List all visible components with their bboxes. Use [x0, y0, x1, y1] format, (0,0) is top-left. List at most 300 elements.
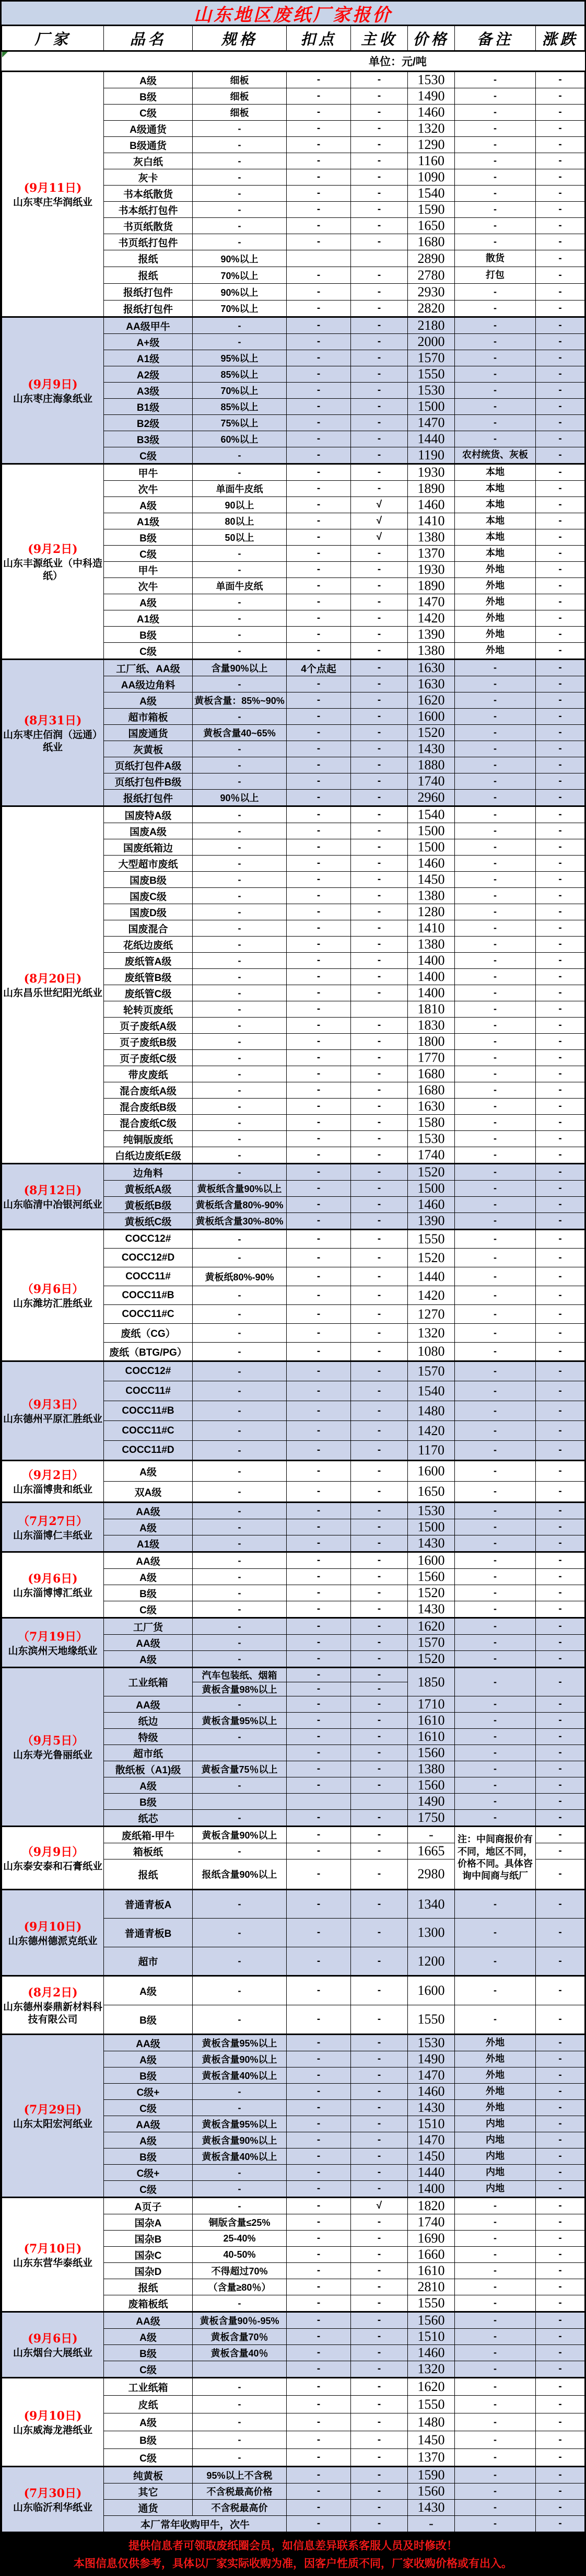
cell-change: - [536, 594, 585, 610]
cell-main-buy: - [351, 415, 408, 431]
cell-deduction: - [287, 1535, 351, 1552]
manufacturer-cell [2, 1230, 104, 1361]
cell-product: 国杂C [104, 2247, 193, 2263]
cell-deduction [287, 1794, 351, 1810]
cell-main-buy: - [351, 1267, 408, 1286]
cell-change: - [536, 1441, 585, 1461]
cell-main-buy: - [351, 627, 408, 643]
cell-main-buy: - [351, 72, 408, 88]
cell-deduction: - [287, 806, 351, 823]
column-header-spec: 规格 [193, 26, 287, 51]
cell-price: 1530 [408, 72, 455, 88]
cell-main-buy: - [351, 186, 408, 202]
cell-change: - [536, 2165, 585, 2181]
cell-main-buy: √ [351, 529, 408, 546]
cell-product: A+级 [104, 334, 193, 350]
cell-spec: 75%以上 [193, 415, 287, 431]
cell-main-buy: - [351, 2116, 408, 2132]
cell-main-buy: - [351, 2413, 408, 2431]
cell-remark: - [455, 741, 536, 757]
cell-price: 1820 [408, 2198, 455, 2214]
cell-spec: - [193, 610, 287, 627]
cell-spec: 黄板含量70％ [193, 2329, 287, 2345]
cell-change: - [536, 888, 585, 904]
cell-price: 1430 [408, 2500, 455, 2516]
cell-spec: - [193, 2181, 287, 2198]
header-row [2, 26, 585, 51]
cell-remark: - [455, 2467, 536, 2483]
cell-spec: - [193, 594, 287, 610]
cell-product: C级 [104, 2361, 193, 2378]
cell-price: 1560 [408, 1569, 455, 1585]
cell-main-buy: - [351, 169, 408, 186]
cell-price: 1650 [408, 1482, 455, 1503]
cell-spec: 80以上 [193, 513, 287, 529]
cell-deduction: - [287, 546, 351, 562]
cell-price: 1550 [408, 1230, 455, 1249]
cell-spec: 黄板含量40%以上 [193, 2148, 287, 2165]
column-header-remark: 备注 [455, 26, 536, 51]
cell-change: - [536, 2295, 585, 2312]
cell-price: 1600 [408, 1552, 455, 1569]
cell-remark: - [455, 1181, 536, 1197]
cell-product: AA级甲牛 [104, 317, 193, 334]
cell-spec: 不含税最高价格 [193, 2483, 287, 2500]
cell-product: AA级 [104, 1635, 193, 1651]
cell-product: 国废通货 [104, 725, 193, 741]
cell-product: A级 [104, 692, 193, 709]
cell-main-buy: - [351, 202, 408, 218]
cell-main-buy: - [351, 985, 408, 1001]
cell-main-buy: - [351, 431, 408, 447]
cell-product: A1级 [104, 350, 193, 366]
cell-spec: - [193, 1976, 287, 2005]
cell-deduction: - [287, 1213, 351, 1230]
cell-remark: 外地 [455, 578, 536, 594]
cell-change: - [536, 415, 585, 431]
cell-remark: 散货 [455, 250, 536, 267]
cell-remark: - [455, 1745, 536, 1761]
cell-remark: - [455, 904, 536, 920]
cell-product: C级 [104, 105, 193, 121]
cell-remark: - [455, 2198, 536, 2214]
cell-price: 1520 [408, 1651, 455, 1668]
cell-spec [193, 2361, 287, 2378]
cell-change: - [536, 383, 585, 399]
cell-price: 1320 [408, 2361, 455, 2378]
cell-spec: - [193, 1601, 287, 1618]
cell-price: 1540 [408, 1381, 455, 1401]
cell-product: C级 [104, 2449, 193, 2467]
cell-remark: - [455, 2345, 536, 2361]
footer-line-1: 提供信息者可领取废纸圈会员，如信息差异联系客服人员及时修改！ [128, 2540, 458, 2552]
cell-price: 1420 [408, 1421, 455, 1441]
cell-deduction: - [287, 1859, 351, 1890]
cell-main-buy: - [351, 284, 408, 301]
cell-change: - [536, 1401, 585, 1421]
cell-product: 超市纸 [104, 1745, 193, 1761]
cell-remark: 外地 [455, 627, 536, 643]
manufacturer-cell [2, 1164, 104, 1230]
quote-date: （9月5日） [21, 1734, 84, 1748]
cell-main-buy: - [351, 2361, 408, 2378]
cell-price: 1890 [408, 578, 455, 594]
cell-change: - [536, 497, 585, 513]
cell-remark: - [455, 920, 536, 937]
cell-spec: - [193, 1585, 287, 1601]
cell-main-buy: - [351, 1827, 408, 1843]
cell-remark: - [455, 1461, 536, 1482]
cell-change: - [536, 169, 585, 186]
cell-product: 页纸打包件B级 [104, 773, 193, 790]
cell-remark: - [455, 1286, 536, 1305]
cell-deduction: - [287, 2165, 351, 2181]
cell-price: 1490 [408, 2051, 455, 2067]
cell-product: 废纸管B级 [104, 969, 193, 985]
cell-spec: 黄板含量90%以上 [193, 2051, 287, 2067]
cell-spec: - [193, 562, 287, 578]
cell-remark: - [455, 1305, 536, 1324]
cell-remark: - [455, 1618, 536, 1635]
cell-deduction: - [287, 888, 351, 904]
cell-price: 1620 [408, 692, 455, 709]
cell-deduction: - [287, 2084, 351, 2100]
cell-main-buy: - [351, 1421, 408, 1441]
cell-spec: - [193, 153, 287, 169]
cell-price: 1560 [408, 2483, 455, 2500]
cell-change: - [536, 267, 585, 284]
cell-deduction: - [287, 1777, 351, 1794]
cell-deduction: - [287, 1696, 351, 1713]
cell-product: A级 [104, 1777, 193, 1794]
cell-remark: - [455, 2449, 536, 2467]
table-row [2, 1976, 585, 2005]
cell-price: 1470 [408, 2067, 455, 2084]
unit-note: 单位：元/吨 [369, 56, 427, 68]
cell-main-buy: - [351, 1859, 408, 1890]
cell-change: - [536, 953, 585, 969]
cell-deduction: - [287, 2345, 351, 2361]
cell-main-buy: - [351, 1503, 408, 1519]
cell-product: 通货 [104, 2500, 193, 2516]
cell-change: - [536, 350, 585, 366]
cell-product: B级 [104, 627, 193, 643]
cell-deduction: - [287, 1668, 351, 1682]
cell-product: COCC11#D [104, 1441, 193, 1461]
cell-price: 1170 [408, 1441, 455, 1461]
cell-product: AA级 [104, 1696, 193, 1713]
cell-price: 1800 [408, 1034, 455, 1050]
cell-deduction: - [287, 594, 351, 610]
cell-product: B级 [104, 1794, 193, 1810]
cell-product: COCC11#C [104, 1421, 193, 1441]
table-row [2, 1164, 585, 1181]
cell-spec: - [193, 2165, 287, 2181]
cell-price: 1500 [408, 1519, 455, 1535]
cell-deduction: - [287, 301, 351, 317]
cell-remark: - [455, 1050, 536, 1066]
cell-remark: - [455, 218, 536, 234]
cell-deduction: - [287, 1197, 351, 1213]
cell-change: - [536, 1181, 585, 1197]
cell-change: - [536, 2231, 585, 2247]
cell-deduction: - [287, 334, 351, 350]
cell-change: - [536, 2312, 585, 2329]
cell-change: - [536, 366, 585, 383]
cell-remark: 本地 [455, 497, 536, 513]
manufacturer-name: 山东烟台大展纸业 [13, 2348, 92, 2359]
cell-change: - [536, 2084, 585, 2100]
cell-deduction: - [287, 969, 351, 985]
cell-spec: - [193, 709, 287, 725]
cell-price: 1610 [408, 1713, 455, 1729]
cell-deduction: - [287, 1482, 351, 1503]
cell-remark: 农村统货、灰板 [455, 447, 536, 464]
cell-spec: - [193, 2396, 287, 2413]
cell-product: 大型超市废纸 [104, 856, 193, 872]
cell-spec: 不得超过70% [193, 2263, 287, 2279]
cell-main-buy: - [351, 2295, 408, 2312]
cell-change: - [536, 1324, 585, 1343]
table-row [2, 1827, 585, 1843]
cell-deduction: - [287, 186, 351, 202]
cell-remark: 打包 [455, 267, 536, 284]
cell-price: 1620 [408, 1618, 455, 1635]
cell-price: 1630 [408, 1099, 455, 1115]
cell-main-buy: - [351, 317, 408, 334]
cell-change: - [536, 773, 585, 790]
cell-change: - [536, 218, 585, 234]
cell-product: AA级 [104, 1503, 193, 1519]
cell-spec: 单面牛皮纸 [193, 578, 287, 594]
cell-price: 1440 [408, 1267, 455, 1286]
cell-price: 1460 [408, 1197, 455, 1213]
cell-change: - [536, 1461, 585, 1482]
cell-main-buy: - [351, 1441, 408, 1461]
manufacturer-cell [2, 2312, 104, 2378]
cell-main-buy: √ [351, 2198, 408, 2214]
cell-product: C级+ [104, 2165, 193, 2181]
cell-main-buy: - [351, 1635, 408, 1651]
cell-remark: - [455, 350, 536, 366]
cell-deduction: - [287, 1286, 351, 1305]
cell-spec: - [193, 1441, 287, 1461]
cell-remark: - [455, 1585, 536, 1601]
cell-spec: - [193, 1569, 287, 1585]
cell-spec: - [193, 1421, 287, 1441]
cell-spec: 黄板纸含量80%-90% [193, 1197, 287, 1213]
cell-remark: 外地 [455, 2067, 536, 2084]
cell-spec: - [193, 1082, 287, 1099]
unit-cell [2, 51, 585, 72]
cell-spec: - [193, 447, 287, 464]
cell-remark: - [455, 1401, 536, 1421]
cell-remark: - [455, 431, 536, 447]
cell-change: - [536, 2279, 585, 2295]
cell-product: 废纸管C级 [104, 985, 193, 1001]
cell-product: 国杂A [104, 2214, 193, 2231]
cell-main-buy: - [351, 1482, 408, 1503]
cell-spec: 90%以上 [193, 250, 287, 267]
cell-spec: - [193, 1131, 287, 1147]
cell-spec: 50以上 [193, 529, 287, 546]
cell-main-buy: - [351, 2132, 408, 2148]
cell-remark: - [455, 186, 536, 202]
manufacturer-name: 山东淄博仁丰纸业 [13, 1530, 92, 1541]
cell-deduction: - [287, 1381, 351, 1401]
manufacturer-cell [2, 806, 104, 1164]
cell-deduction: - [287, 88, 351, 105]
cell-deduction: - [287, 2516, 351, 2532]
cell-deduction: - [287, 1635, 351, 1651]
manufacturer-name: 山东东营华泰纸业 [13, 2257, 92, 2269]
cell-remark: - [455, 2413, 536, 2431]
cell-product: 带皮废纸 [104, 1066, 193, 1082]
cell-change: - [536, 1947, 585, 1976]
quote-date: (9月10日) [24, 2409, 82, 2423]
cell-main-buy: - [351, 904, 408, 920]
cell-remark: - [455, 660, 536, 676]
cell-deduction: - [287, 72, 351, 88]
cell-product: B2级 [104, 415, 193, 431]
cell-price: 1530 [408, 1503, 455, 1519]
cell-price: 1770 [408, 1050, 455, 1066]
cell-deduction: - [287, 284, 351, 301]
cell-remark: - [455, 1519, 536, 1535]
cell-change: - [536, 562, 585, 578]
cell-product: 箱板纸 [104, 1843, 193, 1859]
cell-main-buy: - [351, 2449, 408, 2467]
manufacturer-name: 山东泰安泰和石膏纸业 [3, 1861, 103, 1872]
cell-price: 1600 [408, 1461, 455, 1482]
cell-main-buy: - [351, 267, 408, 284]
cell-main-buy: - [351, 562, 408, 578]
cell-remark: - [455, 1249, 536, 1267]
cell-change: - [536, 1050, 585, 1066]
cell-price: 1550 [408, 366, 455, 383]
cell-product: C级 [104, 1601, 193, 1618]
cell-product: A级 [104, 2132, 193, 2148]
cell-main-buy: - [351, 1181, 408, 1197]
cell-main-buy: - [351, 806, 408, 823]
cell-change: - [536, 1668, 585, 1696]
cell-main-buy: - [351, 1552, 408, 1569]
cell-spec: - [193, 2295, 287, 2312]
cell-spec: - [193, 627, 287, 643]
cell-price: 1710 [408, 1696, 455, 1713]
cell-spec: 25-40% [193, 2231, 287, 2247]
cell-product: 纸芯 [104, 1810, 193, 1827]
cell-change: - [536, 2181, 585, 2198]
cell-product: 书本纸散货 [104, 186, 193, 202]
cell-spec: 70%以上 [193, 383, 287, 399]
cell-product: COCC11#C [104, 1305, 193, 1324]
cell-price: 1500 [408, 823, 455, 839]
cell-product: A级 [104, 72, 193, 88]
cell-remark: 本地 [455, 481, 536, 497]
cell-product: A级 [104, 2051, 193, 2067]
cell-remark: - [455, 969, 536, 985]
cell-product: AA级 [104, 1552, 193, 1569]
cell-change: - [536, 2500, 585, 2516]
cell-product: A1级 [104, 513, 193, 529]
cell-change: - [536, 2431, 585, 2449]
cell-change: - [536, 578, 585, 594]
cell-deduction: - [287, 399, 351, 415]
cell-change: - [536, 1018, 585, 1034]
cell-price: 1380 [408, 529, 455, 546]
cell-remark: - [455, 2516, 536, 2532]
cell-spec: - [193, 741, 287, 757]
cell-change: - [536, 121, 585, 137]
cell-spec: 铜版含量≤25% [193, 2214, 287, 2231]
cell-change: - [536, 1361, 585, 1381]
cell-main-buy: - [351, 2516, 408, 2532]
cell-price: 1520 [408, 1164, 455, 1181]
cell-change: - [536, 969, 585, 985]
cell-product: B级 [104, 2005, 193, 2035]
cell-spec: - [193, 1535, 287, 1552]
cell-price: 1450 [408, 2148, 455, 2165]
cell-remark: - [455, 1421, 536, 1441]
cell-main-buy: - [351, 709, 408, 725]
cell-deduction: - [287, 1324, 351, 1343]
cell-main-buy: - [351, 1729, 408, 1745]
manufacturer-name: 山东枣庄华润纸业 [13, 197, 92, 209]
cell-product: A1级 [104, 1535, 193, 1552]
cell-main-buy: - [351, 2165, 408, 2181]
cell-change: - [536, 904, 585, 920]
cell-price: 1650 [408, 218, 455, 234]
cell-deduction: - [287, 1441, 351, 1461]
cell-product: 混合废纸C级 [104, 1115, 193, 1131]
cell-product: A1级 [104, 610, 193, 627]
cell-change: - [536, 301, 585, 317]
cell-change: - [536, 1267, 585, 1286]
cell-spec: 40-50% [193, 2247, 287, 2263]
cell-deduction: - [287, 1034, 351, 1050]
cell-main-buy: - [351, 1115, 408, 1131]
cell-spec: - [193, 643, 287, 660]
quote-date: (7月10日) [24, 2242, 82, 2256]
cell-price: 1810 [408, 1001, 455, 1018]
cell-change: - [536, 1482, 585, 1503]
cell-product: COCC11# [104, 1267, 193, 1286]
cell-price: 1400 [408, 2181, 455, 2198]
cell-change: - [536, 137, 585, 153]
cell-product: B级 [104, 2067, 193, 2084]
cell-price: 1750 [408, 1810, 455, 1827]
cell-change: - [536, 2247, 585, 2263]
cell-deduction: - [287, 856, 351, 872]
cell-price: 1590 [408, 2467, 455, 2483]
cell-price: 1550 [408, 2295, 455, 2312]
cell-product: 特级 [104, 1729, 193, 1745]
cell-main-buy: - [351, 2181, 408, 2198]
manufacturer-name: 山东枣庄海象纸业 [13, 393, 92, 405]
cell-main-buy: - [351, 920, 408, 937]
cell-product: 书页纸散货 [104, 218, 193, 234]
cell-price: 1470 [408, 2132, 455, 2148]
cell-main-buy: - [351, 2312, 408, 2329]
cell-remark: - [455, 2295, 536, 2312]
cell-deduction: - [287, 1230, 351, 1249]
manufacturer-name: 山东德州平原汇胜纸业 [3, 1414, 103, 1425]
cell-main-buy: - [351, 2148, 408, 2165]
cell-change: - [536, 1066, 585, 1082]
cell-change: - [536, 757, 585, 773]
table-row [2, 2467, 585, 2483]
